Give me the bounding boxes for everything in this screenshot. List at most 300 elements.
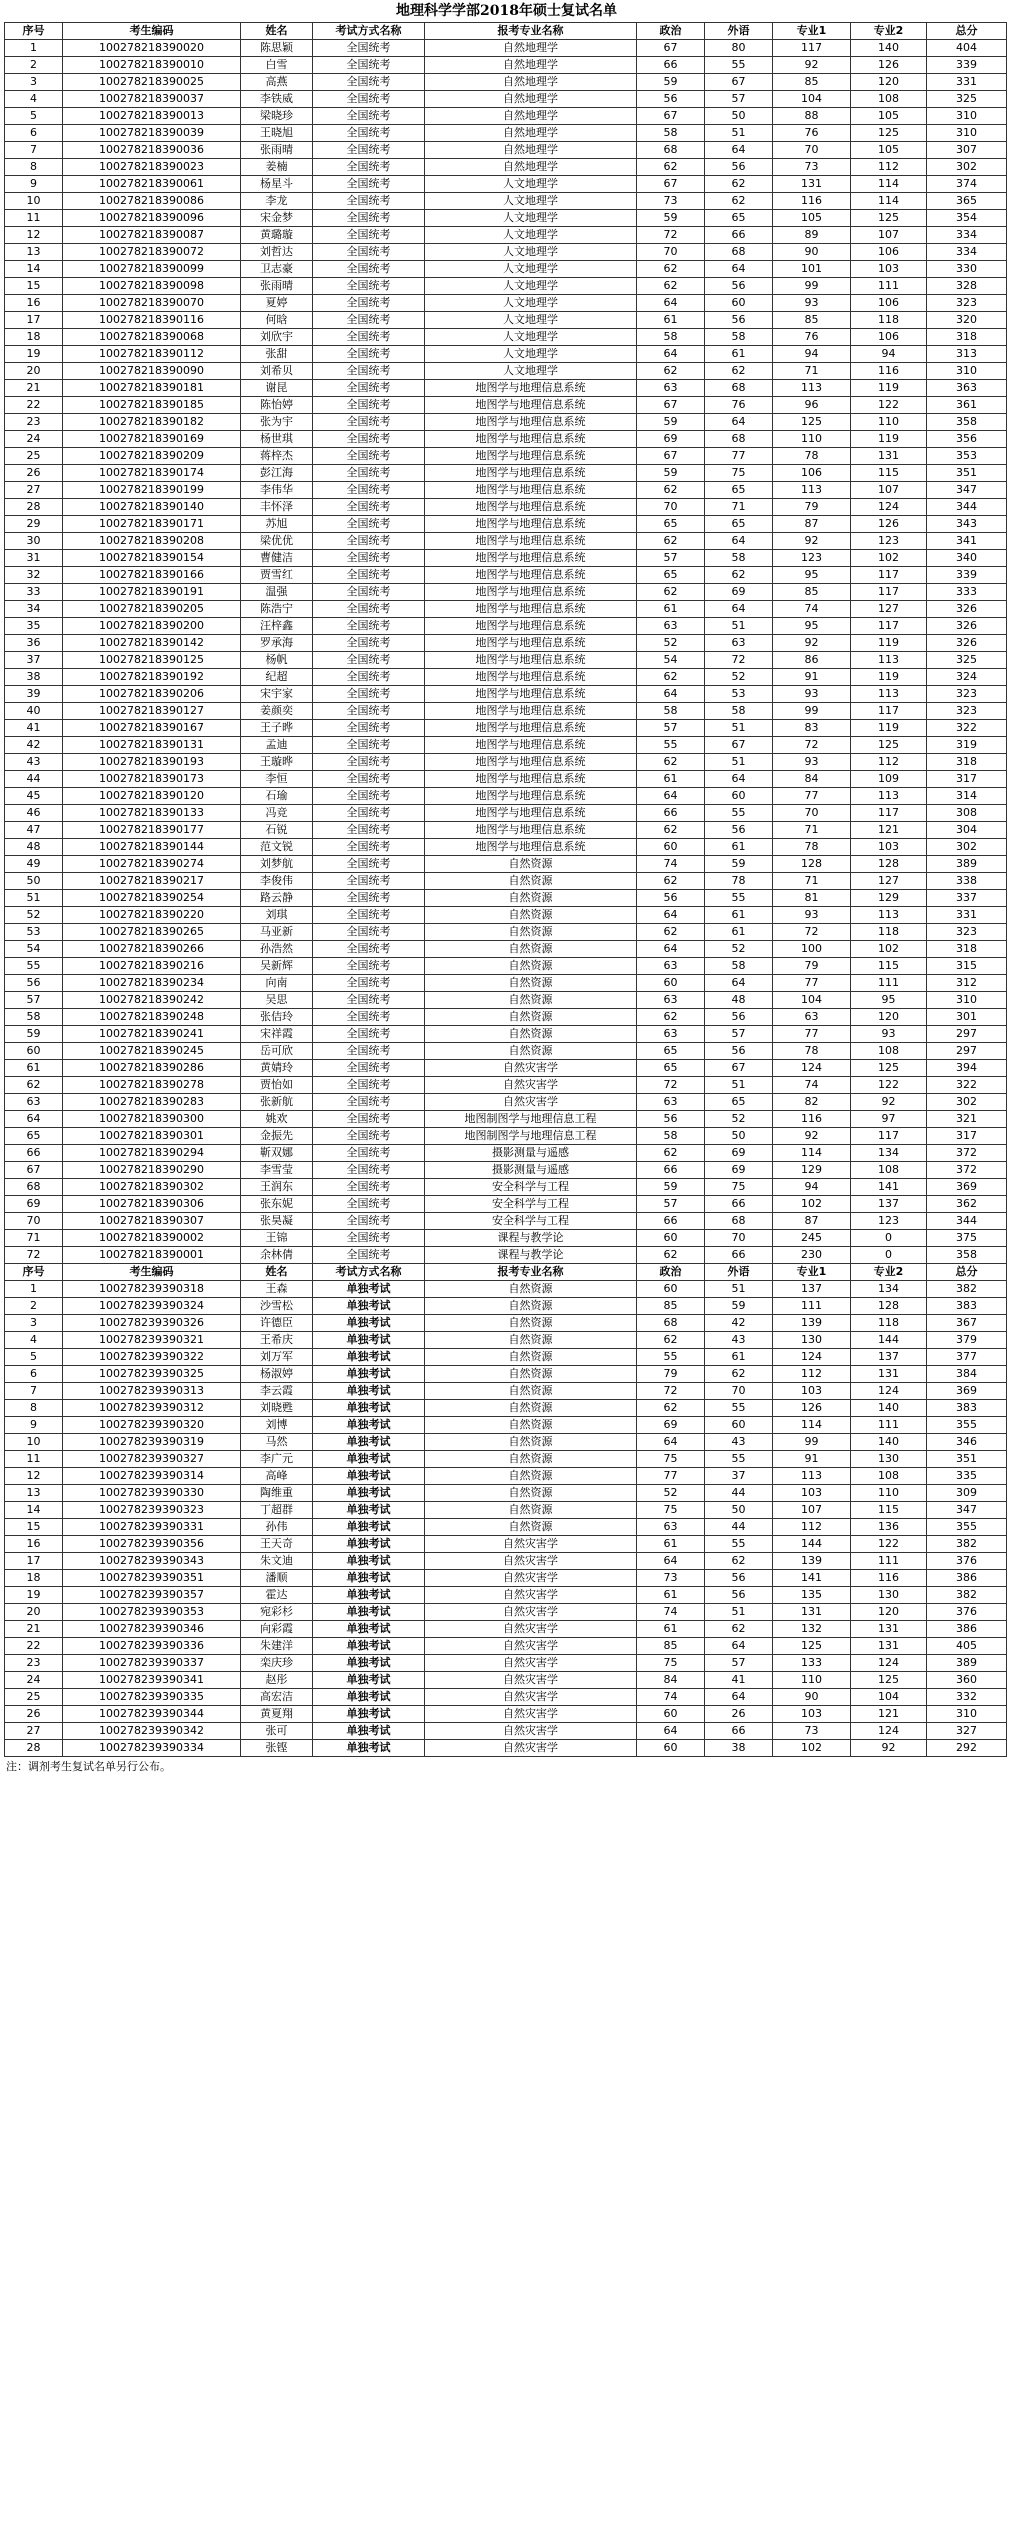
cell-total: 376: [927, 1553, 1007, 1570]
cell-seq: 39: [5, 686, 63, 703]
cell-language: 62: [705, 1621, 773, 1638]
cell-candidate-id: 100278218390245: [63, 1043, 241, 1060]
cell-total: 326: [927, 618, 1007, 635]
cell-candidate-id: 100278218390099: [63, 261, 241, 278]
cell-subject1: 133: [773, 1655, 851, 1672]
cell-politics: 67: [637, 40, 705, 57]
cell-politics: 60: [637, 1740, 705, 1757]
cell-total: 334: [927, 244, 1007, 261]
cell-subject1: 110: [773, 1672, 851, 1689]
cell-total: 347: [927, 482, 1007, 499]
cell-total: 405: [927, 1638, 1007, 1655]
cell-subject2: 116: [851, 363, 927, 380]
cell-subject1: 124: [773, 1060, 851, 1077]
cell-candidate-id: 100278218390286: [63, 1060, 241, 1077]
cell-exam-type: 单独考试: [313, 1689, 425, 1706]
cell-language: 58: [705, 703, 773, 720]
cell-total: 310: [927, 992, 1007, 1009]
cell-major: 地图学与地理信息系统: [425, 516, 637, 533]
cell-seq: 2: [5, 1298, 63, 1315]
table-row: [5, 788, 1007, 805]
cell-subject1: 132: [773, 1621, 851, 1638]
cell-candidate-id: 100278218390025: [63, 74, 241, 91]
cell-subject2: 127: [851, 601, 927, 618]
cell-seq: 11: [5, 210, 63, 227]
cell-major: 人文地理学: [425, 312, 637, 329]
cell-politics: 75: [637, 1451, 705, 1468]
cell-total: 318: [927, 754, 1007, 771]
cell-name: 李雪莹: [241, 1162, 313, 1179]
cell-total: 377: [927, 1349, 1007, 1366]
cell-language: 60: [705, 1417, 773, 1434]
cell-subject1: 92: [773, 1128, 851, 1145]
cell-major: 自然资源: [425, 1400, 637, 1417]
table-row: [5, 1536, 1007, 1553]
cell-subject1: 73: [773, 1723, 851, 1740]
cell-seq: 60: [5, 1043, 63, 1060]
cell-subject2: 124: [851, 1655, 927, 1672]
cell-subject2: 124: [851, 499, 927, 516]
cell-major: 自然资源: [425, 1451, 637, 1468]
cell-language: 51: [705, 1281, 773, 1298]
cell-seq: 16: [5, 1536, 63, 1553]
cell-candidate-id: 100278239390335: [63, 1689, 241, 1706]
cell-total: 372: [927, 1162, 1007, 1179]
table-row: [5, 1094, 1007, 1111]
cell-name: 杨帆: [241, 652, 313, 669]
cell-exam-type: 单独考试: [313, 1298, 425, 1315]
cell-subject1: 124: [773, 1349, 851, 1366]
table-row: [5, 1434, 1007, 1451]
cell-major: 人文地理学: [425, 329, 637, 346]
cell-major: 地图学与地理信息系统: [425, 465, 637, 482]
cell-major: 自然灾害学: [425, 1689, 637, 1706]
table-row: [5, 856, 1007, 873]
cell-language: 58: [705, 550, 773, 567]
cell-subject2: 105: [851, 142, 927, 159]
cell-name: 孙伟: [241, 1519, 313, 1536]
table-row: [5, 601, 1007, 618]
cell-candidate-id: 100278218390171: [63, 516, 241, 533]
cell-name: 刘欣宇: [241, 329, 313, 346]
cell-seq: 3: [5, 74, 63, 91]
cell-politics: 61: [637, 1536, 705, 1553]
cell-seq: 71: [5, 1230, 63, 1247]
cell-exam-type: 全国统考: [313, 57, 425, 74]
cell-language: 57: [705, 1655, 773, 1672]
cell-subject2: 118: [851, 1315, 927, 1332]
cell-subject2: 121: [851, 1706, 927, 1723]
cell-seq: 26: [5, 465, 63, 482]
cell-major: 地图学与地理信息系统: [425, 737, 637, 754]
cell-language: 52: [705, 941, 773, 958]
table-row: [5, 533, 1007, 550]
cell-name: 王晓旭: [241, 125, 313, 142]
cell-subject1: 78: [773, 839, 851, 856]
column-header-politics: 政治: [637, 1264, 705, 1281]
cell-total: 321: [927, 1111, 1007, 1128]
cell-subject2: 122: [851, 397, 927, 414]
cell-total: 310: [927, 1706, 1007, 1723]
table-row: [5, 312, 1007, 329]
cell-candidate-id: 100278239390346: [63, 1621, 241, 1638]
cell-politics: 75: [637, 1655, 705, 1672]
cell-politics: 60: [637, 839, 705, 856]
table-row: [5, 669, 1007, 686]
cell-exam-type: 单独考试: [313, 1417, 425, 1434]
cell-total: 360: [927, 1672, 1007, 1689]
cell-name: 何晗: [241, 312, 313, 329]
table-row: [5, 822, 1007, 839]
cell-name: 彭江海: [241, 465, 313, 482]
cell-candidate-id: 100278218390200: [63, 618, 241, 635]
cell-politics: 61: [637, 1621, 705, 1638]
cell-language: 66: [705, 1723, 773, 1740]
cell-total: 386: [927, 1621, 1007, 1638]
cell-subject1: 95: [773, 567, 851, 584]
cell-exam-type: 单独考试: [313, 1281, 425, 1298]
cell-seq: 66: [5, 1145, 63, 1162]
cell-candidate-id: 100278218390307: [63, 1213, 241, 1230]
table-row: [5, 1111, 1007, 1128]
cell-major: 地图制图学与地理信息工程: [425, 1111, 637, 1128]
cell-name: 梁优优: [241, 533, 313, 550]
cell-language: 64: [705, 414, 773, 431]
cell-candidate-id: 100278218390182: [63, 414, 241, 431]
cell-total: 304: [927, 822, 1007, 839]
cell-politics: 61: [637, 312, 705, 329]
cell-name: 栾庆珍: [241, 1655, 313, 1672]
cell-politics: 59: [637, 465, 705, 482]
cell-major: 地图制图学与地理信息工程: [425, 1128, 637, 1145]
cell-language: 61: [705, 924, 773, 941]
table-row: [5, 720, 1007, 737]
cell-exam-type: 全国统考: [313, 142, 425, 159]
table-row: [5, 1468, 1007, 1485]
cell-exam-type: 单独考试: [313, 1587, 425, 1604]
cell-candidate-id: 100278239390325: [63, 1366, 241, 1383]
cell-language: 44: [705, 1485, 773, 1502]
cell-subject1: 93: [773, 754, 851, 771]
cell-name: 张昊凝: [241, 1213, 313, 1230]
cell-exam-type: 单独考试: [313, 1434, 425, 1451]
cell-exam-type: 单独考试: [313, 1519, 425, 1536]
table-row: [5, 754, 1007, 771]
cell-subject1: 95: [773, 618, 851, 635]
cell-politics: 64: [637, 1723, 705, 1740]
cell-name: 王森: [241, 1281, 313, 1298]
cell-politics: 85: [637, 1298, 705, 1315]
cell-total: 346: [927, 1434, 1007, 1451]
cell-subject1: 102: [773, 1740, 851, 1757]
column-header-language: 外语: [705, 1264, 773, 1281]
cell-subject1: 71: [773, 822, 851, 839]
cell-politics: 62: [637, 822, 705, 839]
cell-exam-type: 全国统考: [313, 856, 425, 873]
cell-candidate-id: 100278239390326: [63, 1315, 241, 1332]
cell-total: 389: [927, 856, 1007, 873]
cell-major: 自然地理学: [425, 125, 637, 142]
cell-politics: 63: [637, 1094, 705, 1111]
table-row: [5, 1417, 1007, 1434]
cell-language: 59: [705, 856, 773, 873]
cell-seq: 21: [5, 1621, 63, 1638]
cell-total: 394: [927, 1060, 1007, 1077]
table-row: [5, 176, 1007, 193]
cell-subject1: 135: [773, 1587, 851, 1604]
cell-major: 地图学与地理信息系统: [425, 431, 637, 448]
cell-language: 26: [705, 1706, 773, 1723]
table-row: [5, 125, 1007, 142]
table-row: [5, 1179, 1007, 1196]
cell-candidate-id: 100278218390185: [63, 397, 241, 414]
cell-exam-type: 单独考试: [313, 1604, 425, 1621]
cell-name: 吴新辉: [241, 958, 313, 975]
cell-language: 65: [705, 210, 773, 227]
cell-total: 355: [927, 1417, 1007, 1434]
cell-subject2: 113: [851, 652, 927, 669]
cell-exam-type: 全国统考: [313, 40, 425, 57]
cell-subject2: 125: [851, 1060, 927, 1077]
cell-candidate-id: 100278218390274: [63, 856, 241, 873]
cell-subject1: 87: [773, 1213, 851, 1230]
table-row: [5, 159, 1007, 176]
cell-subject2: 102: [851, 941, 927, 958]
cell-subject2: 103: [851, 261, 927, 278]
cell-exam-type: 单独考试: [313, 1315, 425, 1332]
cell-subject2: 93: [851, 1026, 927, 1043]
cell-seq: 17: [5, 312, 63, 329]
cell-language: 57: [705, 1026, 773, 1043]
cell-exam-type: 单独考试: [313, 1485, 425, 1502]
cell-language: 67: [705, 737, 773, 754]
cell-name: 黄璐璇: [241, 227, 313, 244]
cell-subject2: 108: [851, 1162, 927, 1179]
cell-exam-type: 全国统考: [313, 414, 425, 431]
cell-politics: 57: [637, 1196, 705, 1213]
cell-name: 宋宇家: [241, 686, 313, 703]
cell-subject2: 137: [851, 1349, 927, 1366]
cell-language: 55: [705, 1536, 773, 1553]
cell-major: 地图学与地理信息系统: [425, 414, 637, 431]
cell-name: 纪超: [241, 669, 313, 686]
cell-exam-type: 全国统考: [313, 1179, 425, 1196]
cell-candidate-id: 100278218390169: [63, 431, 241, 448]
cell-politics: 55: [637, 737, 705, 754]
cell-subject1: 94: [773, 1179, 851, 1196]
cell-total: 313: [927, 346, 1007, 363]
cell-exam-type: 全国统考: [313, 193, 425, 210]
cell-name: 高宏洁: [241, 1689, 313, 1706]
cell-language: 68: [705, 431, 773, 448]
cell-seq: 2: [5, 57, 63, 74]
cell-subject1: 73: [773, 159, 851, 176]
cell-subject2: 117: [851, 618, 927, 635]
cell-candidate-id: 100278218390096: [63, 210, 241, 227]
cell-candidate-id: 100278218390125: [63, 652, 241, 669]
cell-seq: 23: [5, 1655, 63, 1672]
cell-seq: 4: [5, 91, 63, 108]
cell-subject1: 76: [773, 125, 851, 142]
cell-subject2: 119: [851, 635, 927, 652]
cell-total: 323: [927, 295, 1007, 312]
cell-language: 67: [705, 1060, 773, 1077]
cell-exam-type: 全国统考: [313, 210, 425, 227]
table-row: [5, 958, 1007, 975]
cell-subject2: 106: [851, 244, 927, 261]
cell-subject1: 230: [773, 1247, 851, 1264]
cell-seq: 41: [5, 720, 63, 737]
cell-subject1: 71: [773, 363, 851, 380]
cell-language: 50: [705, 108, 773, 125]
cell-name: 朱建洋: [241, 1638, 313, 1655]
table-row: [5, 1247, 1007, 1264]
cell-seq: 8: [5, 159, 63, 176]
cell-candidate-id: 100278239390353: [63, 1604, 241, 1621]
cell-language: 62: [705, 176, 773, 193]
cell-major: 地图学与地理信息系统: [425, 380, 637, 397]
cell-exam-type: 单独考试: [313, 1638, 425, 1655]
roster-container: [4, 22, 1006, 1757]
cell-major: 自然地理学: [425, 57, 637, 74]
cell-exam-type: 全国统考: [313, 1009, 425, 1026]
cell-subject2: 106: [851, 295, 927, 312]
cell-exam-type: 全国统考: [313, 329, 425, 346]
cell-total: 328: [927, 278, 1007, 295]
table-row: [5, 74, 1007, 91]
cell-major: 地图学与地理信息系统: [425, 652, 637, 669]
cell-subject2: 111: [851, 278, 927, 295]
cell-major: 自然灾害学: [425, 1094, 637, 1111]
cell-subject1: 86: [773, 652, 851, 669]
cell-politics: 68: [637, 142, 705, 159]
cell-subject2: 120: [851, 1009, 927, 1026]
column-header-seq: 序号: [5, 1264, 63, 1281]
cell-exam-type: 全国统考: [313, 91, 425, 108]
cell-candidate-id: 100278218390061: [63, 176, 241, 193]
cell-language: 69: [705, 584, 773, 601]
table-row: [5, 941, 1007, 958]
cell-politics: 70: [637, 499, 705, 516]
cell-subject1: 82: [773, 1094, 851, 1111]
cell-seq: 63: [5, 1094, 63, 1111]
cell-total: 361: [927, 397, 1007, 414]
cell-subject2: 105: [851, 108, 927, 125]
cell-candidate-id: 100278239390313: [63, 1383, 241, 1400]
table-row: [5, 1077, 1007, 1094]
cell-politics: 54: [637, 652, 705, 669]
cell-politics: 64: [637, 346, 705, 363]
cell-major: 自然灾害学: [425, 1740, 637, 1757]
cell-seq: 56: [5, 975, 63, 992]
cell-seq: 12: [5, 227, 63, 244]
column-header-exam-type: 考试方式名称: [313, 23, 425, 40]
cell-candidate-id: 100278218390087: [63, 227, 241, 244]
cell-subject1: 91: [773, 669, 851, 686]
cell-politics: 64: [637, 686, 705, 703]
cell-politics: 75: [637, 1502, 705, 1519]
cell-language: 61: [705, 839, 773, 856]
cell-total: 326: [927, 635, 1007, 652]
cell-seq: 13: [5, 244, 63, 261]
cell-candidate-id: 100278239390314: [63, 1468, 241, 1485]
cell-seq: 18: [5, 329, 63, 346]
cell-major: 自然地理学: [425, 91, 637, 108]
cell-total: 323: [927, 686, 1007, 703]
cell-major: 地图学与地理信息系统: [425, 669, 637, 686]
cell-subject1: 104: [773, 91, 851, 108]
cell-politics: 64: [637, 941, 705, 958]
cell-major: 自然灾害学: [425, 1638, 637, 1655]
cell-name: 刘哲达: [241, 244, 313, 261]
cell-name: 许德臣: [241, 1315, 313, 1332]
cell-seq: 44: [5, 771, 63, 788]
cell-seq: 46: [5, 805, 63, 822]
cell-name: 朱文迪: [241, 1553, 313, 1570]
cell-language: 56: [705, 1570, 773, 1587]
cell-seq: 64: [5, 1111, 63, 1128]
cell-name: 杨星斗: [241, 176, 313, 193]
cell-seq: 58: [5, 1009, 63, 1026]
cell-seq: 61: [5, 1060, 63, 1077]
cell-seq: 1: [5, 1281, 63, 1298]
cell-total: 376: [927, 1604, 1007, 1621]
cell-subject2: 125: [851, 1672, 927, 1689]
cell-major: 人文地理学: [425, 227, 637, 244]
cell-exam-type: 单独考试: [313, 1723, 425, 1740]
table-row: [5, 346, 1007, 363]
cell-subject2: 108: [851, 91, 927, 108]
cell-name: 李铁威: [241, 91, 313, 108]
cell-major: 自然资源: [425, 1281, 637, 1298]
cell-language: 55: [705, 1400, 773, 1417]
cell-total: 344: [927, 499, 1007, 516]
cell-major: 自然资源: [425, 958, 637, 975]
cell-candidate-id: 100278239390337: [63, 1655, 241, 1672]
table-row: [5, 1689, 1007, 1706]
table-row: [5, 584, 1007, 601]
cell-subject1: 76: [773, 329, 851, 346]
cell-subject1: 141: [773, 1570, 851, 1587]
cell-major: 地图学与地理信息系统: [425, 839, 637, 856]
table-row: [5, 363, 1007, 380]
cell-seq: 5: [5, 108, 63, 125]
cell-politics: 64: [637, 907, 705, 924]
cell-subject1: 110: [773, 431, 851, 448]
cell-total: 322: [927, 720, 1007, 737]
cell-major: 自然资源: [425, 1519, 637, 1536]
cell-subject1: 71: [773, 873, 851, 890]
cell-language: 56: [705, 312, 773, 329]
cell-subject2: 129: [851, 890, 927, 907]
table-row: [5, 567, 1007, 584]
table-row: [5, 618, 1007, 635]
cell-language: 68: [705, 1213, 773, 1230]
cell-subject1: 129: [773, 1162, 851, 1179]
cell-exam-type: 单独考试: [313, 1621, 425, 1638]
cell-politics: 84: [637, 1672, 705, 1689]
cell-name: 刘万军: [241, 1349, 313, 1366]
cell-total: 379: [927, 1332, 1007, 1349]
cell-candidate-id: 100278218390234: [63, 975, 241, 992]
cell-major: 自然资源: [425, 1502, 637, 1519]
cell-exam-type: 全国统考: [313, 380, 425, 397]
header-row: [5, 1264, 1007, 1281]
cell-name: 宋祥霞: [241, 1026, 313, 1043]
table-row: [5, 108, 1007, 125]
table-row: [5, 1009, 1007, 1026]
table-row: [5, 1366, 1007, 1383]
